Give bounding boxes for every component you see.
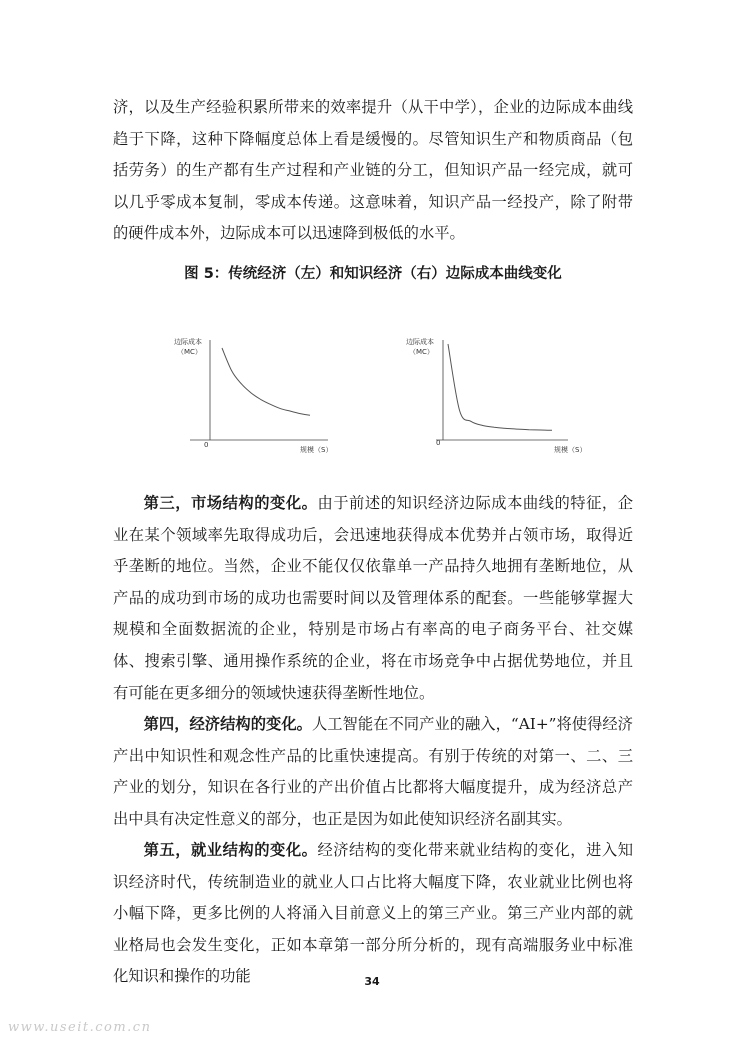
right-y-label: 边际成本	[406, 338, 434, 346]
marginal-cost-charts-svg	[160, 318, 590, 468]
paragraph-continuation: 济，以及生产经验积累所带来的效率提升（从干中学），企业的边际成本曲线趋于下降，这种下降幅度总体上看是缓慢的。尽管知识生产和物质商品（包括劳务）的生产都有生产过程和产业链的分工，但知识产品一经完成，就可以几乎零成本复制，零成本传递。这意味着，知识产品一经投产，除了附带的硬件成本外，边际成本可以迅速降到极低的水平。	[113, 98, 633, 243]
chart-traditional-economy	[174, 337, 332, 454]
heading-economic-structure: 第四，经济结构的变化。	[143, 715, 312, 733]
page-number: 34	[364, 975, 380, 988]
right-y-unit: （MC）	[409, 348, 434, 356]
paragraph-economic-structure	[113, 709, 633, 835]
paragraph-employment-structure	[113, 835, 633, 993]
figure-charts	[160, 318, 590, 468]
text-economic-structure: 人工智能在不同产业的融入，“AI+”将使得经济产出中知识性和观念性产品的比重快速提高。有别于传统的对第一、二、三产业的划分，知识在各行业的产出价值占比都将大幅度提升，成为经济总产出中具有决定性意义的部分，也正是因为如此使知识经济名副其实。	[113, 715, 633, 828]
heading-market-structure: 第三，市场结构的变化。	[143, 494, 318, 512]
left-origin-label: 0	[204, 441, 209, 449]
chart-knowledge-economy	[406, 337, 586, 454]
left-x-label: 规模（S）	[300, 446, 333, 454]
text-employment-structure: 经济结构的变化带来就业结构的变化，进入知识经济时代，传统制造业的就业人口占比将大幅度下降，农业就业比例也将小幅下降，更多比例的人将涌入目前意义上的第三产业。第三产业内部的就业格局也会发生变化，正如本章第一部分所分析的，现有高端服务业中标准化知识和操作的功能	[113, 841, 633, 986]
left-y-label: 边际成本	[174, 338, 202, 346]
figure-title: 图 5：传统经济（左）和知识经济（右）边际成本曲线变化	[184, 266, 562, 282]
left-y-unit: （MC）	[177, 348, 202, 356]
text-market-structure: 由于前述的知识经济边际成本曲线的特征，企业在某个领域率先取得成功后，会迅速地获得成本优势并占领市场，取得近乎垄断的地位。当然，企业不能仅仅依靠单一产品持久地拥有垄断地位，从产品的成功到市场的成功也需要时间以及管理体系的配套。一些能够掌握大规模和全面数据流的企业，特别是市场占有率高的电子商务平台、社交媒体、搜索引擎、通用操作系统的企业，将在市场竞争中占据优势地位，并且有可能在更多细分的领域快速获得垄断性地位。	[113, 494, 633, 702]
heading-employment-structure: 第五，就业结构的变化。	[143, 841, 318, 859]
right-x-label: 规模（S）	[554, 446, 587, 454]
right-cost-curve	[448, 344, 552, 430]
paragraph-market-structure	[113, 488, 633, 709]
right-origin-label: 0	[436, 439, 441, 447]
watermark: www.useit.com.cn	[8, 1020, 152, 1035]
left-cost-curve	[222, 348, 310, 415]
